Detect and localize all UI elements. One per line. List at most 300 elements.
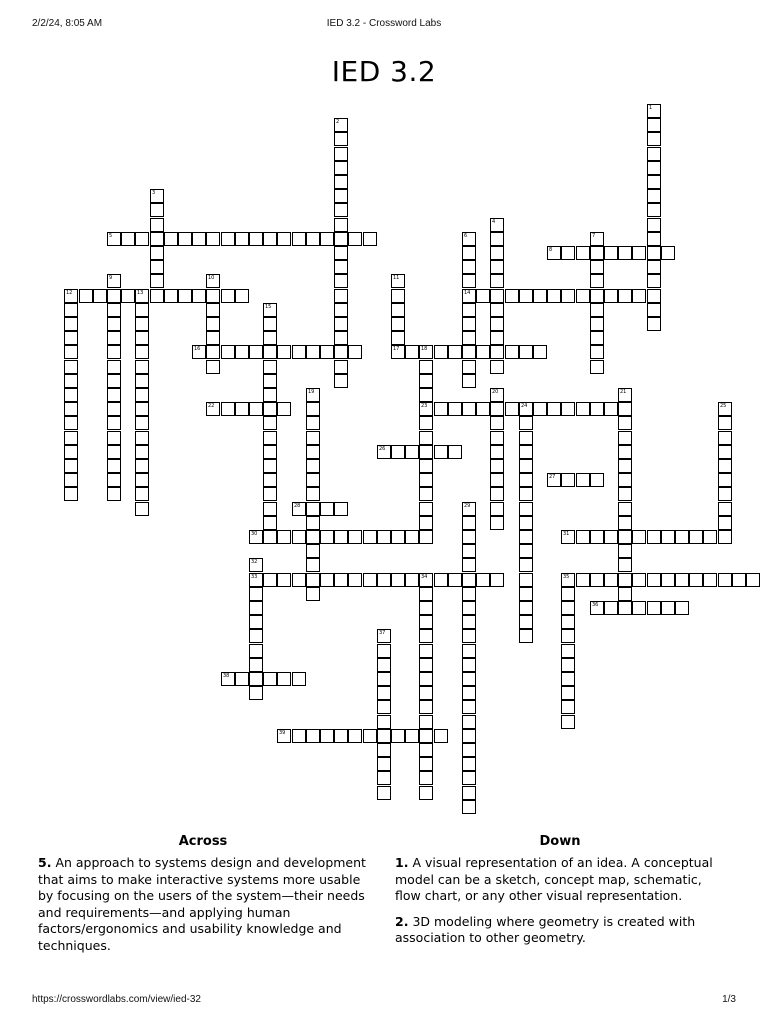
grid-cell[interactable] <box>561 587 575 601</box>
grid-cell[interactable] <box>334 118 348 132</box>
grid-cell[interactable] <box>377 700 391 714</box>
grid-cell[interactable] <box>590 345 604 359</box>
grid-cell[interactable] <box>419 459 433 473</box>
grid-cell[interactable] <box>377 771 391 785</box>
grid-cell[interactable] <box>377 530 391 544</box>
grid-cell[interactable] <box>263 388 277 402</box>
grid-cell[interactable] <box>590 331 604 345</box>
grid-cell[interactable] <box>576 473 590 487</box>
grid-cell[interactable] <box>64 317 78 331</box>
grid-cell[interactable] <box>263 374 277 388</box>
grid-cell[interactable] <box>462 615 476 629</box>
grid-cell[interactable] <box>490 388 504 402</box>
grid-cell[interactable] <box>206 274 220 288</box>
grid-cell[interactable] <box>107 459 121 473</box>
grid-cell[interactable] <box>618 487 632 501</box>
grid-cell[interactable] <box>689 530 703 544</box>
grid-cell[interactable] <box>306 544 320 558</box>
grid-cell[interactable] <box>249 615 263 629</box>
grid-cell[interactable] <box>363 232 377 246</box>
grid-cell[interactable] <box>462 800 476 814</box>
grid-cell[interactable] <box>135 502 149 516</box>
grid-cell[interactable] <box>249 587 263 601</box>
grid-cell[interactable] <box>306 402 320 416</box>
grid-cell[interactable] <box>661 573 675 587</box>
grid-cell[interactable] <box>434 573 448 587</box>
grid-cell[interactable] <box>419 786 433 800</box>
grid-cell[interactable] <box>263 331 277 345</box>
grid-cell[interactable] <box>718 487 732 501</box>
grid-cell[interactable] <box>135 431 149 445</box>
grid-cell[interactable] <box>519 530 533 544</box>
grid-cell[interactable] <box>618 459 632 473</box>
grid-cell[interactable] <box>306 573 320 587</box>
grid-cell[interactable] <box>561 473 575 487</box>
grid-cell[interactable] <box>348 729 362 743</box>
grid-cell[interactable] <box>79 289 93 303</box>
grid-cell[interactable] <box>135 459 149 473</box>
grid-cell[interactable] <box>647 530 661 544</box>
grid-cell[interactable] <box>334 132 348 146</box>
grid-cell[interactable] <box>604 601 618 615</box>
grid-cell[interactable] <box>462 587 476 601</box>
grid-cell[interactable] <box>519 487 533 501</box>
grid-cell[interactable] <box>249 345 263 359</box>
grid-cell[interactable] <box>64 473 78 487</box>
grid-cell[interactable] <box>206 289 220 303</box>
grid-cell[interactable] <box>647 246 661 260</box>
grid-cell[interactable] <box>618 431 632 445</box>
grid-cell[interactable] <box>292 232 306 246</box>
grid-cell[interactable] <box>292 502 306 516</box>
grid-cell[interactable] <box>377 757 391 771</box>
grid-cell[interactable] <box>519 558 533 572</box>
grid-cell[interactable] <box>462 544 476 558</box>
grid-cell[interactable] <box>618 289 632 303</box>
grid-cell[interactable] <box>647 104 661 118</box>
grid-cell[interactable] <box>334 218 348 232</box>
grid-cell[interactable] <box>306 487 320 501</box>
grid-cell[interactable] <box>462 629 476 643</box>
grid-cell[interactable] <box>490 232 504 246</box>
grid-cell[interactable] <box>64 360 78 374</box>
grid-cell[interactable] <box>292 573 306 587</box>
grid-cell[interactable] <box>462 601 476 615</box>
grid-cell[interactable] <box>590 573 604 587</box>
grid-cell[interactable] <box>135 303 149 317</box>
grid-cell[interactable] <box>377 672 391 686</box>
grid-cell[interactable] <box>632 601 646 615</box>
grid-cell[interactable] <box>221 232 235 246</box>
grid-cell[interactable] <box>519 544 533 558</box>
grid-cell[interactable] <box>419 445 433 459</box>
grid-cell[interactable] <box>292 530 306 544</box>
grid-cell[interactable] <box>519 516 533 530</box>
grid-cell[interactable] <box>306 729 320 743</box>
grid-cell[interactable] <box>135 416 149 430</box>
grid-cell[interactable] <box>547 246 561 260</box>
grid-cell[interactable] <box>703 530 717 544</box>
grid-cell[interactable] <box>419 345 433 359</box>
grid-cell[interactable] <box>306 516 320 530</box>
grid-cell[interactable] <box>249 629 263 643</box>
grid-cell[interactable] <box>505 345 519 359</box>
grid-cell[interactable] <box>363 573 377 587</box>
grid-cell[interactable] <box>419 629 433 643</box>
grid-cell[interactable] <box>405 445 419 459</box>
grid-cell[interactable] <box>263 402 277 416</box>
grid-cell[interactable] <box>221 402 235 416</box>
grid-cell[interactable] <box>476 573 490 587</box>
grid-cell[interactable] <box>150 189 164 203</box>
grid-cell[interactable] <box>647 175 661 189</box>
grid-cell[interactable] <box>135 402 149 416</box>
grid-cell[interactable] <box>647 161 661 175</box>
grid-cell[interactable] <box>64 374 78 388</box>
grid-cell[interactable] <box>107 388 121 402</box>
grid-cell[interactable] <box>263 487 277 501</box>
grid-cell[interactable] <box>419 416 433 430</box>
grid-cell[interactable] <box>604 289 618 303</box>
grid-cell[interactable] <box>618 573 632 587</box>
grid-cell[interactable] <box>462 516 476 530</box>
grid-cell[interactable] <box>618 445 632 459</box>
grid-cell[interactable] <box>178 232 192 246</box>
grid-cell[interactable] <box>277 530 291 544</box>
grid-cell[interactable] <box>462 317 476 331</box>
grid-cell[interactable] <box>519 587 533 601</box>
grid-cell[interactable] <box>135 317 149 331</box>
grid-cell[interactable] <box>334 360 348 374</box>
grid-cell[interactable] <box>618 502 632 516</box>
grid-cell[interactable] <box>135 445 149 459</box>
grid-cell[interactable] <box>306 530 320 544</box>
grid-cell[interactable] <box>235 402 249 416</box>
grid-cell[interactable] <box>718 431 732 445</box>
grid-cell[interactable] <box>604 530 618 544</box>
grid-cell[interactable] <box>419 431 433 445</box>
grid-cell[interactable] <box>405 530 419 544</box>
grid-cell[interactable] <box>334 232 348 246</box>
grid-cell[interactable] <box>107 360 121 374</box>
grid-cell[interactable] <box>718 459 732 473</box>
grid-cell[interactable] <box>419 658 433 672</box>
grid-cell[interactable] <box>519 289 533 303</box>
grid-cell[interactable] <box>718 516 732 530</box>
grid-cell[interactable] <box>320 729 334 743</box>
grid-cell[interactable] <box>334 246 348 260</box>
grid-cell[interactable] <box>263 445 277 459</box>
grid-cell[interactable] <box>675 573 689 587</box>
grid-cell[interactable] <box>419 757 433 771</box>
grid-cell[interactable] <box>334 289 348 303</box>
grid-cell[interactable] <box>64 416 78 430</box>
grid-cell[interactable] <box>561 530 575 544</box>
grid-cell[interactable] <box>377 629 391 643</box>
grid-cell[interactable] <box>490 445 504 459</box>
grid-cell[interactable] <box>647 303 661 317</box>
grid-cell[interactable] <box>647 203 661 217</box>
grid-cell[interactable] <box>618 601 632 615</box>
grid-cell[interactable] <box>107 331 121 345</box>
grid-cell[interactable] <box>107 473 121 487</box>
grid-cell[interactable] <box>476 402 490 416</box>
grid-cell[interactable] <box>647 573 661 587</box>
grid-cell[interactable] <box>306 445 320 459</box>
grid-cell[interactable] <box>419 502 433 516</box>
grid-cell[interactable] <box>107 374 121 388</box>
grid-cell[interactable] <box>334 530 348 544</box>
grid-cell[interactable] <box>135 374 149 388</box>
grid-cell[interactable] <box>348 345 362 359</box>
grid-cell[interactable] <box>632 246 646 260</box>
grid-cell[interactable] <box>320 573 334 587</box>
grid-cell[interactable] <box>490 402 504 416</box>
grid-cell[interactable] <box>647 601 661 615</box>
grid-cell[interactable] <box>206 303 220 317</box>
grid-cell[interactable] <box>718 473 732 487</box>
grid-cell[interactable] <box>64 459 78 473</box>
grid-cell[interactable] <box>405 573 419 587</box>
grid-cell[interactable] <box>561 601 575 615</box>
grid-cell[interactable] <box>334 189 348 203</box>
grid-cell[interactable] <box>419 700 433 714</box>
grid-cell[interactable] <box>121 289 135 303</box>
grid-cell[interactable] <box>604 573 618 587</box>
grid-cell[interactable] <box>419 686 433 700</box>
grid-cell[interactable] <box>292 672 306 686</box>
grid-cell[interactable] <box>462 303 476 317</box>
grid-cell[interactable] <box>107 445 121 459</box>
grid-cell[interactable] <box>490 459 504 473</box>
grid-cell[interactable] <box>348 530 362 544</box>
grid-cell[interactable] <box>377 743 391 757</box>
grid-cell[interactable] <box>320 502 334 516</box>
grid-cell[interactable] <box>604 402 618 416</box>
grid-cell[interactable] <box>490 345 504 359</box>
grid-cell[interactable] <box>391 289 405 303</box>
grid-cell[interactable] <box>590 360 604 374</box>
grid-cell[interactable] <box>263 232 277 246</box>
grid-cell[interactable] <box>448 573 462 587</box>
grid-cell[interactable] <box>150 203 164 217</box>
grid-cell[interactable] <box>135 331 149 345</box>
grid-cell[interactable] <box>249 573 263 587</box>
grid-cell[interactable] <box>363 530 377 544</box>
grid-cell[interactable] <box>519 402 533 416</box>
grid-cell[interactable] <box>590 601 604 615</box>
grid-cell[interactable] <box>206 402 220 416</box>
grid-cell[interactable] <box>462 757 476 771</box>
grid-cell[interactable] <box>206 360 220 374</box>
grid-cell[interactable] <box>476 289 490 303</box>
grid-cell[interactable] <box>462 331 476 345</box>
grid-cell[interactable] <box>448 445 462 459</box>
grid-cell[interactable] <box>490 260 504 274</box>
grid-cell[interactable] <box>249 672 263 686</box>
grid-cell[interactable] <box>135 473 149 487</box>
grid-cell[interactable] <box>334 573 348 587</box>
grid-cell[interactable] <box>391 345 405 359</box>
grid-cell[interactable] <box>164 289 178 303</box>
grid-cell[interactable] <box>263 303 277 317</box>
grid-cell[interactable] <box>661 601 675 615</box>
grid-cell[interactable] <box>490 331 504 345</box>
grid-cell[interactable] <box>561 658 575 672</box>
grid-cell[interactable] <box>718 530 732 544</box>
grid-cell[interactable] <box>419 644 433 658</box>
grid-cell[interactable] <box>64 303 78 317</box>
grid-cell[interactable] <box>590 289 604 303</box>
grid-cell[interactable] <box>107 303 121 317</box>
grid-cell[interactable] <box>249 530 263 544</box>
grid-cell[interactable] <box>576 246 590 260</box>
grid-cell[interactable] <box>292 345 306 359</box>
grid-cell[interactable] <box>419 573 433 587</box>
grid-cell[interactable] <box>490 516 504 530</box>
grid-cell[interactable] <box>391 729 405 743</box>
grid-cell[interactable] <box>419 715 433 729</box>
grid-cell[interactable] <box>462 672 476 686</box>
grid-cell[interactable] <box>235 289 249 303</box>
grid-cell[interactable] <box>462 700 476 714</box>
grid-cell[interactable] <box>64 431 78 445</box>
grid-cell[interactable] <box>590 402 604 416</box>
grid-cell[interactable] <box>618 558 632 572</box>
grid-cell[interactable] <box>462 658 476 672</box>
grid-cell[interactable] <box>561 644 575 658</box>
grid-cell[interactable] <box>334 317 348 331</box>
grid-cell[interactable] <box>746 573 760 587</box>
grid-cell[interactable] <box>675 530 689 544</box>
grid-cell[interactable] <box>561 672 575 686</box>
grid-cell[interactable] <box>490 360 504 374</box>
grid-cell[interactable] <box>576 402 590 416</box>
grid-cell[interactable] <box>263 473 277 487</box>
grid-cell[interactable] <box>334 175 348 189</box>
grid-cell[interactable] <box>590 530 604 544</box>
grid-cell[interactable] <box>377 786 391 800</box>
grid-cell[interactable] <box>277 402 291 416</box>
grid-cell[interactable] <box>334 374 348 388</box>
grid-cell[interactable] <box>263 360 277 374</box>
grid-cell[interactable] <box>647 274 661 288</box>
grid-cell[interactable] <box>249 644 263 658</box>
grid-cell[interactable] <box>561 573 575 587</box>
grid-cell[interactable] <box>462 573 476 587</box>
grid-cell[interactable] <box>519 445 533 459</box>
grid-cell[interactable] <box>590 473 604 487</box>
grid-cell[interactable] <box>561 629 575 643</box>
grid-cell[interactable] <box>348 232 362 246</box>
grid-cell[interactable] <box>107 487 121 501</box>
grid-cell[interactable] <box>576 530 590 544</box>
grid-cell[interactable] <box>561 700 575 714</box>
grid-cell[interactable] <box>263 459 277 473</box>
grid-cell[interactable] <box>377 644 391 658</box>
grid-cell[interactable] <box>64 345 78 359</box>
grid-cell[interactable] <box>533 402 547 416</box>
grid-cell[interactable] <box>107 431 121 445</box>
grid-cell[interactable] <box>462 360 476 374</box>
grid-cell[interactable] <box>377 445 391 459</box>
grid-cell[interactable] <box>150 274 164 288</box>
grid-cell[interactable] <box>391 274 405 288</box>
grid-cell[interactable] <box>490 274 504 288</box>
grid-cell[interactable] <box>490 303 504 317</box>
grid-cell[interactable] <box>618 516 632 530</box>
grid-cell[interactable] <box>561 715 575 729</box>
grid-cell[interactable] <box>490 416 504 430</box>
grid-cell[interactable] <box>405 345 419 359</box>
grid-cell[interactable] <box>590 246 604 260</box>
grid-cell[interactable] <box>647 189 661 203</box>
grid-cell[interactable] <box>462 644 476 658</box>
grid-cell[interactable] <box>377 715 391 729</box>
grid-cell[interactable] <box>419 388 433 402</box>
grid-cell[interactable] <box>178 289 192 303</box>
grid-cell[interactable] <box>391 530 405 544</box>
grid-cell[interactable] <box>647 260 661 274</box>
grid-cell[interactable] <box>320 530 334 544</box>
grid-cell[interactable] <box>135 232 149 246</box>
grid-cell[interactable] <box>604 246 618 260</box>
grid-cell[interactable] <box>150 260 164 274</box>
grid-cell[interactable] <box>490 487 504 501</box>
grid-cell[interactable] <box>718 502 732 516</box>
grid-cell[interactable] <box>490 218 504 232</box>
grid-cell[interactable] <box>689 573 703 587</box>
grid-cell[interactable] <box>277 729 291 743</box>
grid-cell[interactable] <box>505 289 519 303</box>
grid-cell[interactable] <box>235 672 249 686</box>
grid-cell[interactable] <box>419 360 433 374</box>
grid-cell[interactable] <box>377 573 391 587</box>
grid-cell[interactable] <box>434 729 448 743</box>
grid-cell[interactable] <box>718 573 732 587</box>
grid-cell[interactable] <box>675 601 689 615</box>
grid-cell[interactable] <box>263 672 277 686</box>
grid-cell[interactable] <box>107 402 121 416</box>
grid-cell[interactable] <box>519 601 533 615</box>
grid-cell[interactable] <box>462 289 476 303</box>
grid-cell[interactable] <box>462 374 476 388</box>
grid-cell[interactable] <box>306 459 320 473</box>
grid-cell[interactable] <box>391 331 405 345</box>
grid-cell[interactable] <box>448 345 462 359</box>
grid-cell[interactable] <box>519 345 533 359</box>
grid-cell[interactable] <box>292 729 306 743</box>
grid-cell[interactable] <box>561 686 575 700</box>
grid-cell[interactable] <box>533 345 547 359</box>
grid-cell[interactable] <box>462 502 476 516</box>
grid-cell[interactable] <box>519 431 533 445</box>
grid-cell[interactable] <box>561 246 575 260</box>
grid-cell[interactable] <box>391 317 405 331</box>
grid-cell[interactable] <box>647 232 661 246</box>
grid-cell[interactable] <box>618 530 632 544</box>
grid-cell[interactable] <box>419 473 433 487</box>
grid-cell[interactable] <box>306 345 320 359</box>
grid-cell[interactable] <box>618 388 632 402</box>
grid-cell[interactable] <box>263 416 277 430</box>
grid-cell[interactable] <box>334 303 348 317</box>
grid-cell[interactable] <box>135 388 149 402</box>
grid-cell[interactable] <box>334 729 348 743</box>
grid-cell[interactable] <box>263 573 277 587</box>
grid-cell[interactable] <box>221 672 235 686</box>
grid-cell[interactable] <box>547 473 561 487</box>
